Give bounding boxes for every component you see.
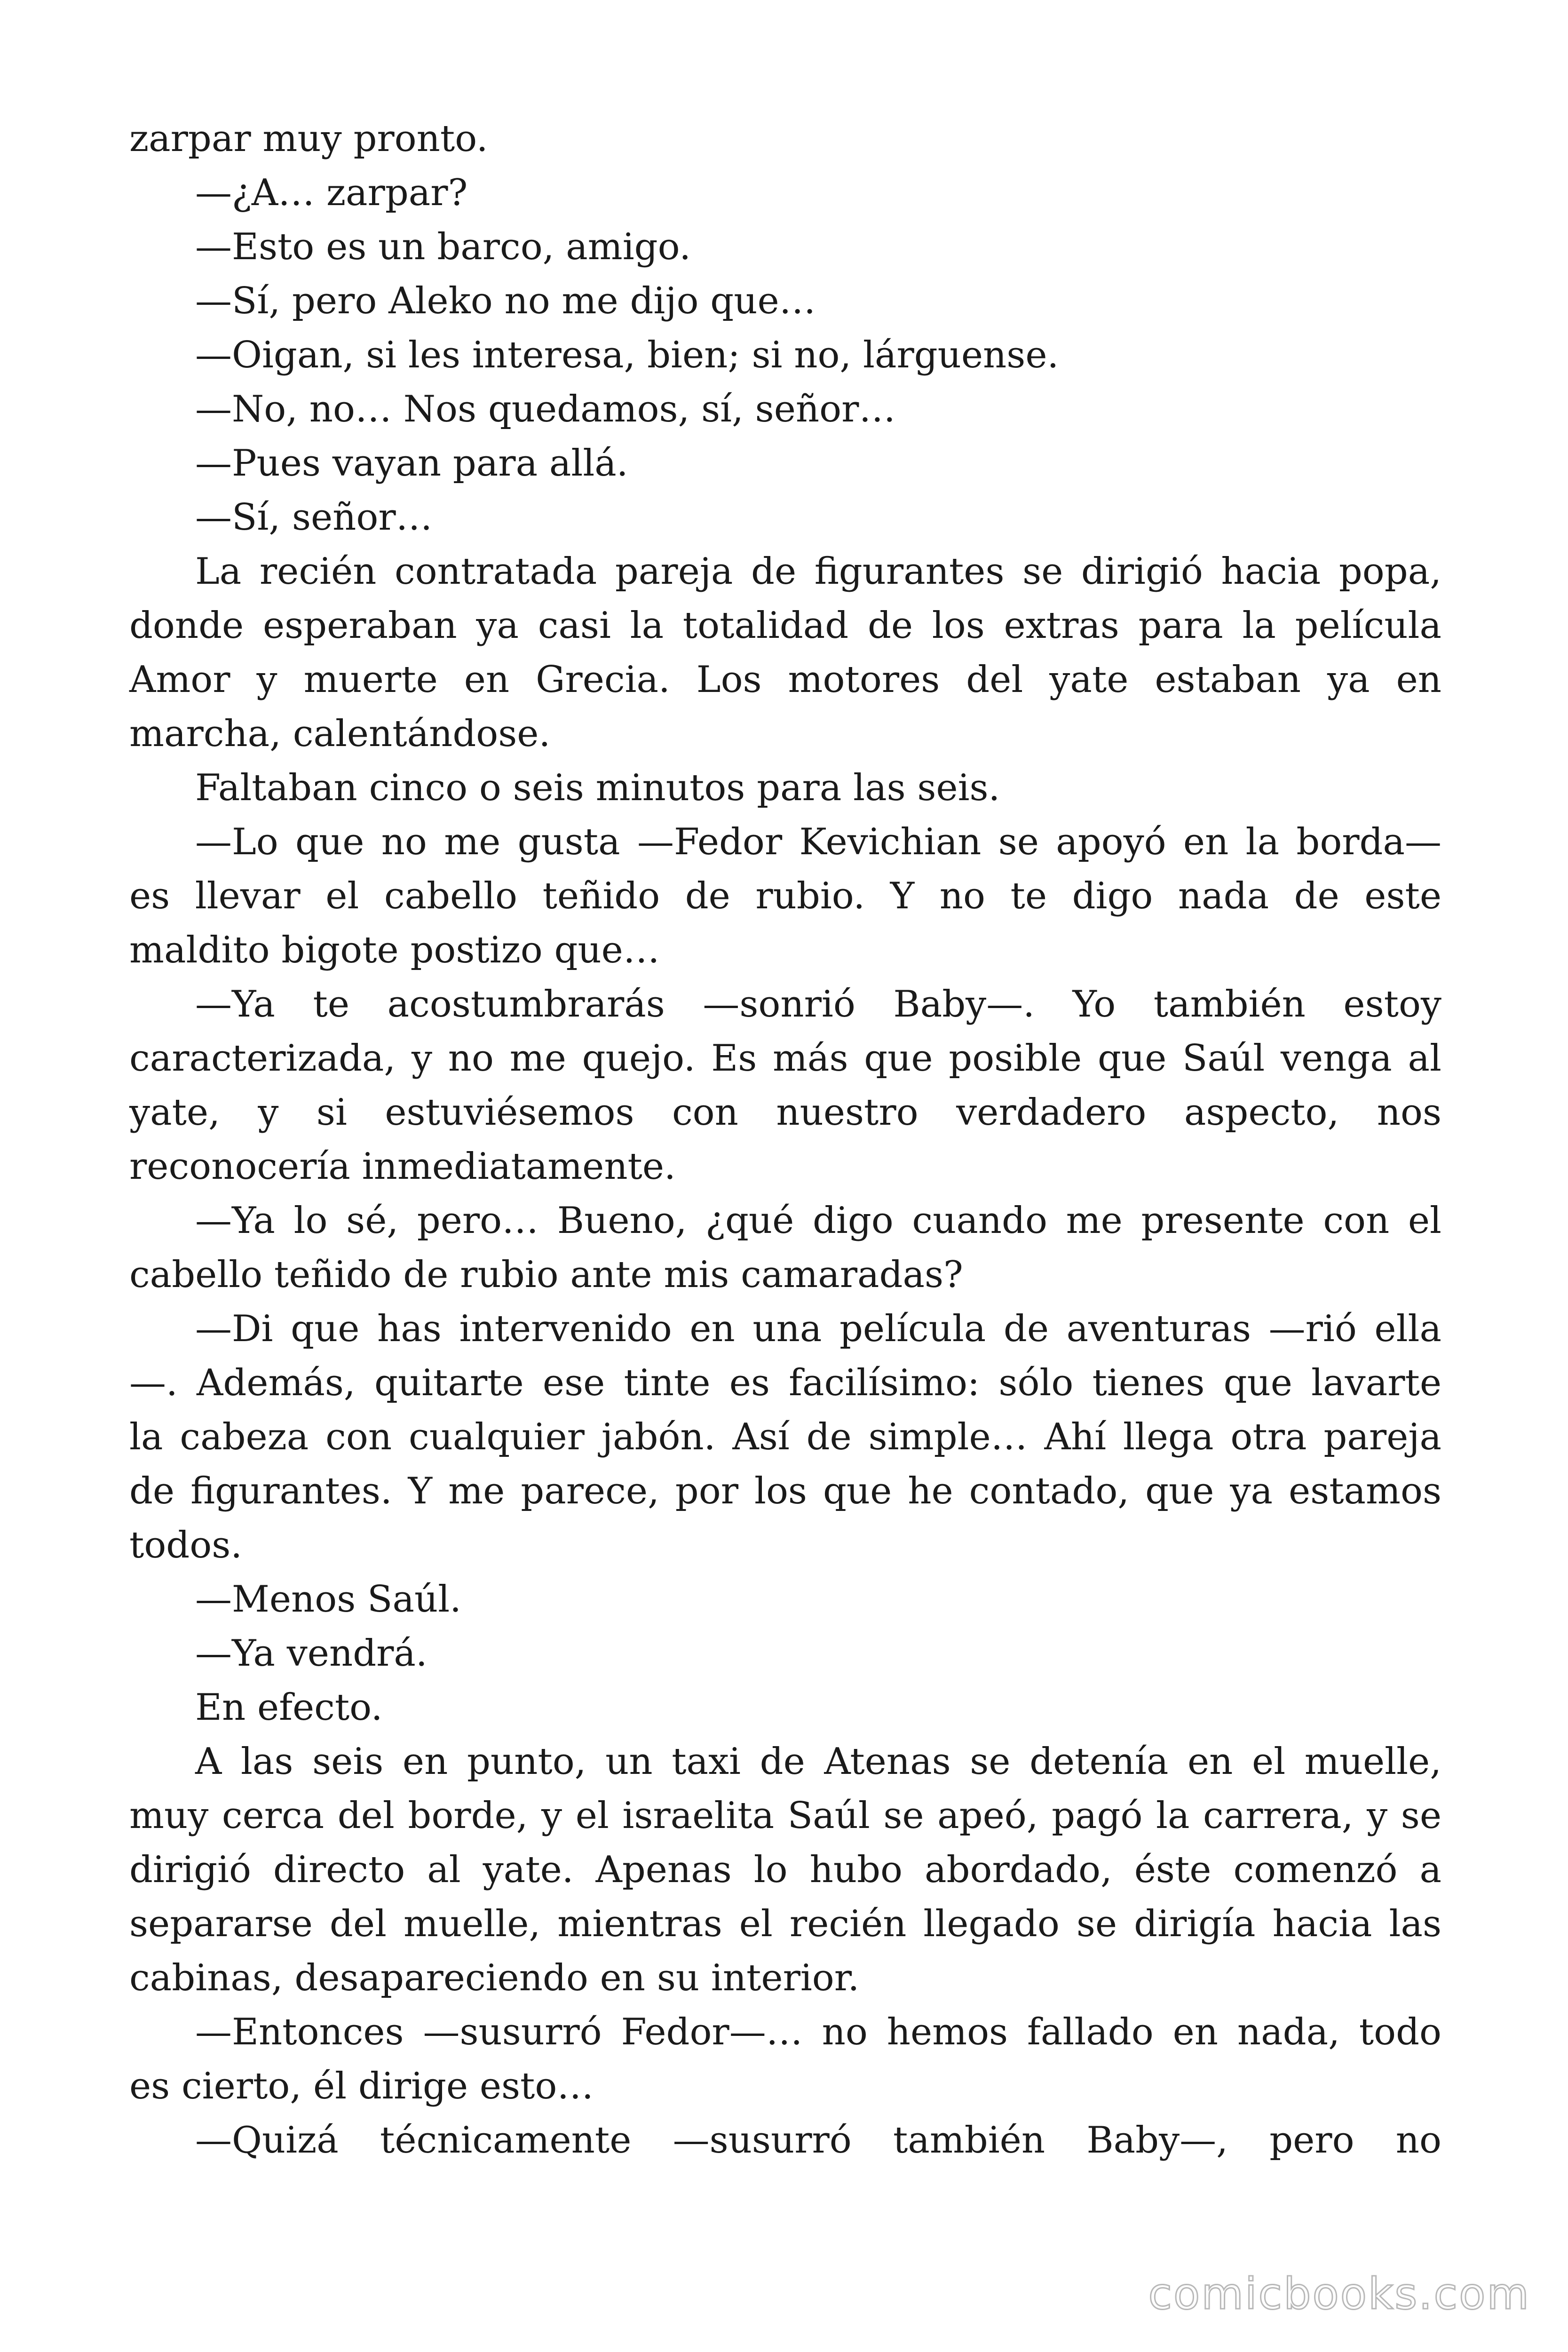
text-line: La recién contratada pareja de figurantes se dirigió hacia popa,	[195, 550, 1441, 593]
text-line: —Pues vayan para allá.	[195, 442, 628, 485]
watermark: comicbooks.com	[1148, 2269, 1530, 2319]
text-line: cabinas, desapareciendo en su interior.	[129, 1957, 860, 1999]
text-line: marcha, calentándose.	[129, 713, 551, 755]
text-line: En efecto.	[195, 1686, 383, 1729]
text-line: —Entonces —susurró Fedor—… no hemos fallado en nada, todo	[195, 2011, 1441, 2053]
text-line: dirigió directo al yate. Apenas lo hubo abordado, éste comenzó a	[129, 1849, 1441, 1891]
text-line: donde esperaban ya casi la totalidad de los extras para la película	[129, 604, 1441, 647]
text-line: la cabeza con cualquier jabón. Así de simple… Ahí llega otra pareja	[129, 1416, 1441, 1458]
text-line: caracterizada, y no me quejo. Es más que posible que Saúl venga al	[129, 1037, 1441, 1080]
text-line: separarse del muelle, mientras el recién llegado se dirigía hacia las	[129, 1903, 1441, 1945]
text-line: —Sí, pero Aleko no me dijo que…	[195, 280, 816, 322]
text-line: Amor y muerte en Grecia. Los motores del yate estaban ya en	[129, 659, 1441, 701]
book-page	[129, 112, 1441, 2168]
text-line: yate, y si estuviésemos con nuestro verdadero aspecto, nos	[129, 1091, 1441, 1134]
text-line: maldito bigote postizo que…	[129, 929, 660, 971]
text-line: es cierto, él dirige esto…	[129, 2065, 594, 2107]
text-line: de figurantes. Y me parece, por los que he contado, que ya estamos	[129, 1470, 1441, 1512]
text-line: —Ya te acostumbrarás —sonrió Baby—. Yo también estoy	[195, 983, 1441, 1025]
text-line: —No, no… Nos quedamos, sí, señor…	[195, 388, 896, 430]
text-line: muy cerca del borde, y el israelita Saúl se apeó, pagó la carrera, y se	[129, 1795, 1441, 1837]
text-line: —Sí, señor…	[195, 496, 433, 539]
text-line: —Di que has intervenido en una película de aventuras —rió ella	[195, 1308, 1441, 1350]
text-line: —Esto es un barco, amigo.	[195, 226, 691, 268]
text-line: Faltaban cinco o seis minutos para las seis.	[195, 767, 1000, 809]
text-line: —Ya vendrá.	[195, 1632, 428, 1675]
text-line: cabello teñido de rubio ante mis camaradas?	[129, 1254, 963, 1296]
text-line: es llevar el cabello teñido de rubio. Y no te digo nada de este	[129, 875, 1441, 917]
text-line: —. Además, quitarte ese tinte es facilísimo: sólo tienes que lavarte	[129, 1362, 1441, 1404]
text-line: —Quizá técnicamente —susurró también Baby—, pero no	[195, 2119, 1441, 2161]
text-line: todos.	[129, 1524, 243, 1566]
text-line: —Menos Saúl.	[195, 1578, 461, 1621]
text-line: —¿A… zarpar?	[195, 172, 468, 214]
text-line: zarpar muy pronto.	[129, 118, 488, 160]
text-line: A las seis en punto, un taxi de Atenas se detenía en el muelle,	[195, 1740, 1441, 1783]
text-line: —Ya lo sé, pero… Bueno, ¿qué digo cuando me presente con el	[195, 1200, 1441, 1242]
text-line: —Oigan, si les interesa, bien; si no, lárguense.	[195, 334, 1059, 376]
text-line: —Lo que no me gusta —Fedor Kevichian se apoyó en la borda—	[195, 821, 1441, 863]
text-line: reconocería inmediatamente.	[129, 1145, 676, 1188]
